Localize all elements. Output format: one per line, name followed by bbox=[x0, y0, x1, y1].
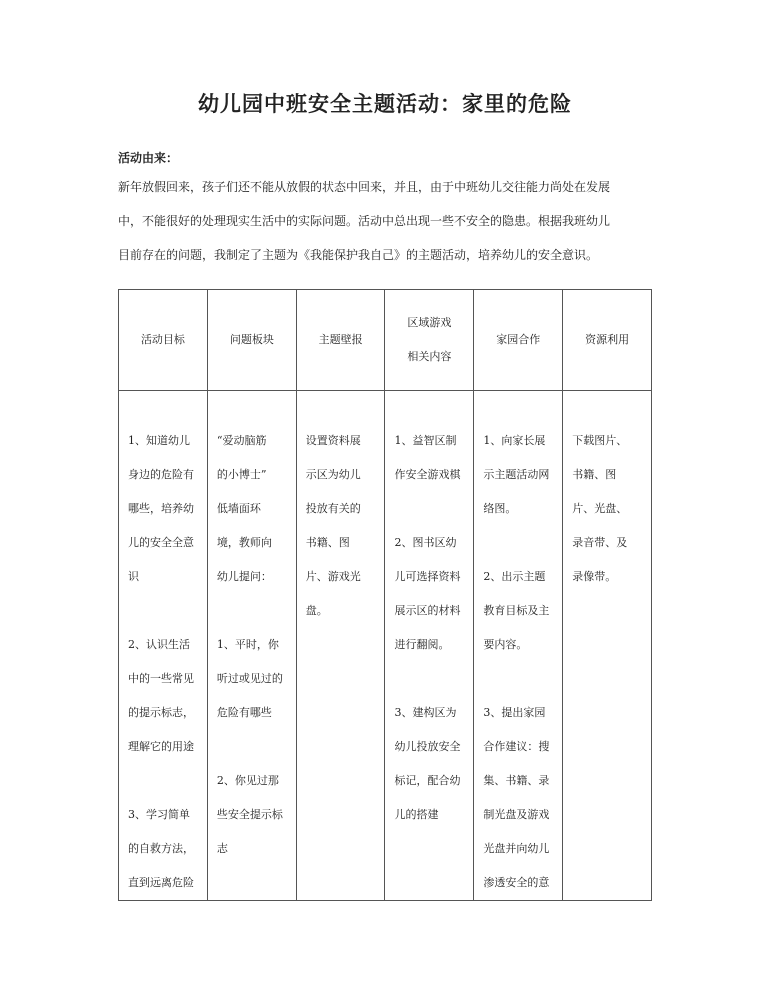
cell-home-school bbox=[474, 391, 563, 901]
cell-resources bbox=[563, 391, 652, 901]
cell-text-line: 盘。 bbox=[305, 604, 328, 617]
header-label: 主题壁报 bbox=[318, 333, 363, 346]
cell-text-line: 进行翻阅。 bbox=[394, 638, 450, 651]
cell-text-line: 1、知道幼儿 bbox=[128, 434, 190, 447]
cell-text-line: 志 bbox=[216, 842, 228, 855]
header-label: 问题板块 bbox=[229, 333, 274, 346]
cell-text-line: 的自救方法， bbox=[128, 842, 194, 855]
cell-text-line: 集、书籍、录 bbox=[483, 774, 550, 787]
intro-paragraph bbox=[118, 176, 658, 278]
cell-text-line: 标记，配合幼 bbox=[394, 774, 461, 787]
cell-spacer bbox=[483, 662, 554, 696]
cell-area-games bbox=[385, 391, 474, 901]
cell-text-line: 的小博士” bbox=[216, 468, 267, 481]
cell-text-line: 要内容。 bbox=[483, 638, 528, 651]
cell-text-line: 下载图片、 bbox=[572, 434, 628, 447]
cell-text-line: 1、平时，你 bbox=[216, 638, 279, 651]
cell-text-line: 儿可选择资料 bbox=[394, 570, 461, 583]
header-label: 资源利用 bbox=[585, 333, 630, 346]
header-home-school bbox=[474, 290, 563, 391]
cell-text-line: 3、提出家园 bbox=[483, 706, 546, 719]
cell-text-line: 作安全游戏棋 bbox=[394, 468, 461, 481]
cell-problem-section bbox=[207, 391, 296, 901]
page-title: 幼儿园中班安全主题活动：家里的危险 bbox=[198, 91, 572, 116]
cell-text-line: 低墙面环 bbox=[216, 502, 261, 515]
cell-text-line: 2、出示主题 bbox=[483, 570, 546, 583]
cell-text-line: 录音带、及 bbox=[572, 536, 628, 549]
cell-text-line: 渗透安全的意 bbox=[483, 876, 550, 889]
header-label: 家园合作 bbox=[496, 333, 541, 346]
cell-text-line: 录像带。 bbox=[572, 570, 617, 583]
intro-line: 中，不能很好的处理现实生活中的实际问题。活动中总出现一些不安全的隐患。根据我班幼儿 bbox=[118, 214, 611, 228]
cell-spacer bbox=[394, 662, 465, 696]
cell-text-line: 书籍、图 bbox=[572, 468, 617, 481]
cell-text-line: 片、游戏光 bbox=[305, 570, 361, 583]
cell-text-line: 示区为幼儿 bbox=[305, 468, 361, 481]
cell-text-line: 1、向家长展 bbox=[483, 434, 546, 447]
cell-text-line: 1、益智区制 bbox=[394, 434, 457, 447]
cell-text-line: 幼儿投放安全 bbox=[394, 740, 461, 753]
cell-text-line: 的提示标志， bbox=[128, 706, 194, 719]
cell-text-line: 识 bbox=[128, 570, 139, 583]
cell-text-line: 合作建议：搜 bbox=[483, 740, 550, 753]
cell-text-line: 听过或见过的 bbox=[216, 672, 283, 685]
cell-spacer bbox=[217, 594, 288, 628]
header-area-games bbox=[385, 290, 474, 391]
cell-text-line: 设置资料展 bbox=[305, 434, 361, 447]
cell-text-line: 光盘并向幼儿 bbox=[483, 842, 550, 855]
header-resources bbox=[563, 290, 652, 391]
cell-text-line: 理解它的用途 bbox=[128, 740, 194, 753]
cell-spacer bbox=[483, 526, 554, 560]
cell-text-line: 2、图书区幼 bbox=[394, 536, 457, 549]
cell-text-line: 儿的搭建 bbox=[394, 808, 439, 821]
cell-spacer bbox=[394, 492, 465, 526]
cell-spacer bbox=[128, 594, 199, 628]
table-header-row bbox=[119, 290, 652, 391]
cell-goals bbox=[119, 391, 208, 901]
cell-text-line: 制光盘及游戏 bbox=[483, 808, 550, 821]
cell-text-line: 教育目标及主 bbox=[483, 604, 550, 617]
intro-line: 目前存在的问题，我制定了主题为《我能保护我自己》的主题活动，培养幼儿的安全意识。 bbox=[118, 248, 599, 262]
cell-text-line: 展示区的材料 bbox=[394, 604, 461, 617]
cell-text-line: 片、光盘、 bbox=[572, 502, 628, 515]
cell-text-line: 危险有哪些 bbox=[216, 706, 272, 719]
header-label: 相关内容 bbox=[407, 350, 452, 363]
table-row bbox=[119, 391, 652, 901]
cell-text-line: “爱动脑筋 bbox=[216, 434, 267, 447]
cell-text-line: 中的一些常见 bbox=[128, 672, 194, 685]
cell-text-line: 境，教师向 bbox=[216, 536, 272, 549]
header-label: 活动目标 bbox=[140, 333, 185, 346]
cell-text-line: 儿的安全全意 bbox=[128, 536, 194, 549]
header-goals bbox=[119, 290, 208, 391]
cell-text-line: 哪些，培养幼 bbox=[128, 502, 194, 515]
section-heading: 活动由来： bbox=[118, 151, 179, 165]
cell-text-line: 示主题活动网 bbox=[483, 468, 550, 481]
cell-theme-wall bbox=[296, 391, 385, 901]
cell-text-line: 幼儿提问： bbox=[216, 570, 272, 583]
cell-text-line: 2、你见过那 bbox=[216, 774, 279, 787]
cell-text-line: 身边的危险有 bbox=[128, 468, 194, 481]
cell-text-line: 书籍、图 bbox=[305, 536, 350, 549]
cell-text-line: 投放有关的 bbox=[305, 502, 361, 515]
header-theme-wall bbox=[296, 290, 385, 391]
intro-line: 新年放假回来，孩子们还不能从放假的状态中回来，并且，由于中班幼儿交往能力尚处在发展 bbox=[118, 180, 611, 194]
cell-text-line: 络图。 bbox=[483, 502, 517, 515]
cell-spacer bbox=[128, 764, 199, 798]
cell-text-line: 3、建构区为 bbox=[394, 706, 457, 719]
header-problem-section bbox=[207, 290, 296, 391]
cell-text-line: 3、学习简单 bbox=[128, 808, 190, 821]
cell-spacer bbox=[217, 730, 288, 764]
header-label: 区域游戏 bbox=[407, 316, 452, 329]
cell-text-line: 些安全提示标 bbox=[216, 808, 283, 821]
cell-text-line: 2、认识生活 bbox=[128, 638, 190, 651]
activity-plan-table bbox=[118, 289, 652, 901]
cell-text-line: 直到远离危险 bbox=[128, 876, 194, 889]
